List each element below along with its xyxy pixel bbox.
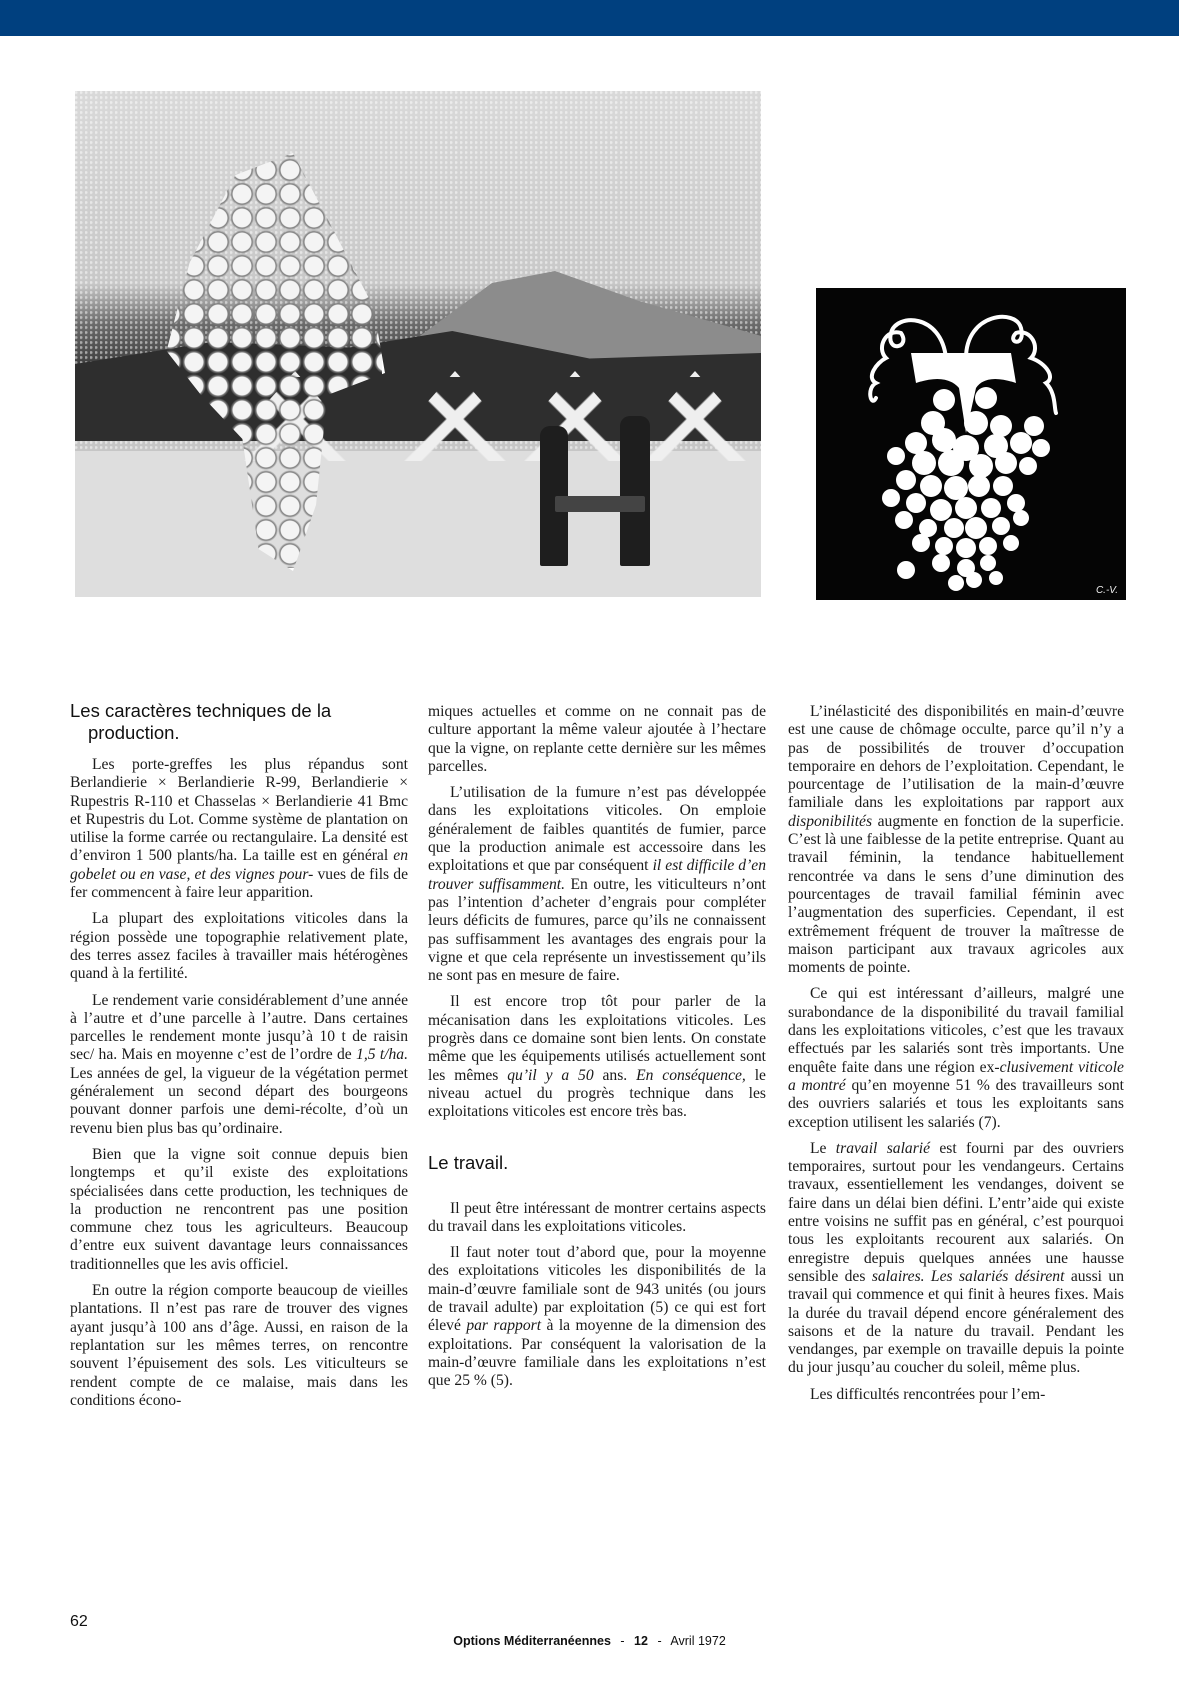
paragraph: Il peut être intéressant de montrer certains aspects du travail dans les exploitations viticoles. <box>428 1199 766 1235</box>
section-heading-production: Les caractères techniques de la production. <box>70 700 332 743</box>
paragraph: Il est encore trop tôt pour parler de la mécanisation dans les exploitations viticoles. Les progrès dans ce domaine sont bien lents. On constate même que les équipements utilisés actuellement sont les mêmes qu’il y a 50 ans. En conséquence, le niveau actuel du progrès technique dans les exploitations viticoles est encore très bas. <box>428 993 766 1121</box>
crate <box>555 496 645 512</box>
paragraph: Le rendement varie considérablement d’une année à l’autre et d’une parcelle à l’autre. Dans certaines parcelles le rendement monte jusqu’à 10 t de raisin sec/ ha. Mais en moyenne c’est de l’ordre de 1,5 t/ha. Les années de gel, la vigueur de la végétation permet généralement un second départ des bourgeons pouvant donner parfois une demi-récolte, d’où un revenu bien plus bas qu’ordinaire. <box>70 991 408 1137</box>
top-color-band <box>0 0 1179 36</box>
worker-figure <box>620 416 650 566</box>
paragraph: L’inélasticité des disponibilités en main-d’œuvre est une cause de chômage occulte, parce qu’il n’y a pas de possibilités de trouver d’occupation temporaire en dehors de l’exploitation. Cependant, le pourcentage de l’utilisation de la main-d’œuvre familiale dans les exploitations par rapport aux disponibilités augmente en fonction de la superficie. C’est là une faiblesse de la petite entreprise. Quant au travail féminin, la tendance habituellement rencontrée va dans le sens d’une diminution des pourcentages de travail familial féminin avec l’augmentation des superficies. Cependant, il est extrêmement fréquent de trouver la maîtresse de maison participant aux travaux agricoles aux moments de pointe. <box>788 703 1125 977</box>
separator: - <box>620 1634 625 1648</box>
paragraph: En outre la région comporte beaucoup de vieilles plantations. Il n’est pas rare de trouver des vignes ayant jusqu’à 100 ans d’âge. Aussi, en raison de la replantation sur les mêmes terres, on rencontre souvent l’épuisement des sols. Les viticulteurs se rendent compte de ce malaise, mais dans les conditions écono- <box>70 1282 408 1409</box>
grape-cluster-icon <box>816 288 1126 600</box>
article-column-3 <box>788 703 1124 1412</box>
journal-footer <box>0 1634 1179 1648</box>
paragraph: L’utilisation de la fumure n’est pas développée dans les exploitations viticoles. On emploie généralement de faibles quantités de fumier, parce que la production animale est accessoire dans les exploitations et que par conséquent il est difficile d’en trouver suffisamment. En outre, les viticulteurs n’ont pas l’intention d’acheter d’engrais pour compléter leurs déficits de fumures, parce qu’ils ne connaissent pas suffisamment les avantages des engrais pour la vigne et que cela représente un investissement qu’ils ne sont pas en mesure de faire. <box>428 784 767 985</box>
paragraph: miques actuelles et comme on ne connait pas de culture apportant la même valeur ajoutée à l’hectare que la vigne, on replante cette dernière sur les mêmes parcelles. <box>428 703 766 775</box>
journal-title: Options Méditerranéennes <box>453 1634 611 1648</box>
section-heading-travail: Le travail. <box>428 1151 509 1173</box>
article-column-2 <box>428 703 766 1399</box>
paragraph: Les porte-greffes les plus répandus sont Berlandierie × Berlandierie R-99, Berlandierie × Rupestris R-110 et Chasselas × Berlandierie 41 Bmc et Rupestris du Lot. Comme système de plantation on utilise la forme carrée ou rectangulaire. La densité est d’environ 1 500 plants/ha. La taille est en général en gobelet ou en vase, et des vignes pour- vues de fils de fer commencent à faire leur apparition. <box>70 756 408 902</box>
page-number: 62 <box>70 1613 88 1630</box>
separator: - <box>657 1634 662 1648</box>
paragraph: Il faut noter tout d’abord que, pour la moyenne des exploitations viticoles les disponibilités de la main-d’œuvre familiale sont de 943 unités (ou jours de travail adulte) par exploitation (5) ce qui est fort élevé par rapport à la moyenne de la dimension des exploitations. Par conséquent la valorisation de la main-d’œuvre familiale dans les exploitations n’est que 25 % (5). <box>428 1244 767 1390</box>
vineyard-photo <box>75 91 761 597</box>
paragraph: Les difficultés rencontrées pour l’em- <box>810 1385 1046 1403</box>
artist-signature: C.-V. <box>1095 585 1118 596</box>
issue-number: 12 <box>634 1634 648 1648</box>
paragraph: Bien que la vigne soit connue depuis bien longtemps et qu’il existe des exploitations spécialisées dans cette production, les techniques de la production ne rencontrent pas une position commune chez tous les agriculteurs. Beaucoup d’entre eux suivent davantage leurs connaissances traditionnelles que les avis officiel. <box>70 1145 408 1273</box>
issue-date: Avril 1972 <box>670 1634 726 1648</box>
vineyard-ground <box>75 451 761 597</box>
article-column-1 <box>70 700 408 1418</box>
paragraph: La plupart des exploitations viticoles dans la région possède une topographie relativement plate, des terres assez faciles à travailler mais hétérogènes quand à la fertilité. <box>70 910 408 983</box>
grape-logo <box>816 288 1126 600</box>
paragraph: Le travail salarié est fourni par des ouvriers temporaires, surtout pour les vendangeurs. Certains travaux, essentiellement les vendanges, doivent se faire dans un délai bien défini. L’entr’aide qui existe entre voisins ne suffit pas en général, c’est pourquoi tous les exploitants recourent aux salariés. On enregistre depuis quelques années une hausse sensible des salaires. Les salariés désirent aussi un travail qui commence et qui finit à heures fixes. Mais la durée du travail dépend encore généralement des saisons et de la nature du travail. Pendant les vendanges, par exemple on travaille depuis la pointe du jour jusqu’au coucher du soleil, même plus. <box>788 1139 1125 1377</box>
paragraph: Ce qui est intéressant d’ailleurs, malgré une surabondance de la disponibilité du travail familial dans les exploitations viticoles, c’est que les travaux effectués par les salariés sont très importants. Une enquête faite dans une région ex-clusivement viticole a montré qu’en moyenne 51 % des travailleurs sont des ouvriers salariés et tous les exploitants sans exception utilisent les salariés (7). <box>788 985 1125 1131</box>
